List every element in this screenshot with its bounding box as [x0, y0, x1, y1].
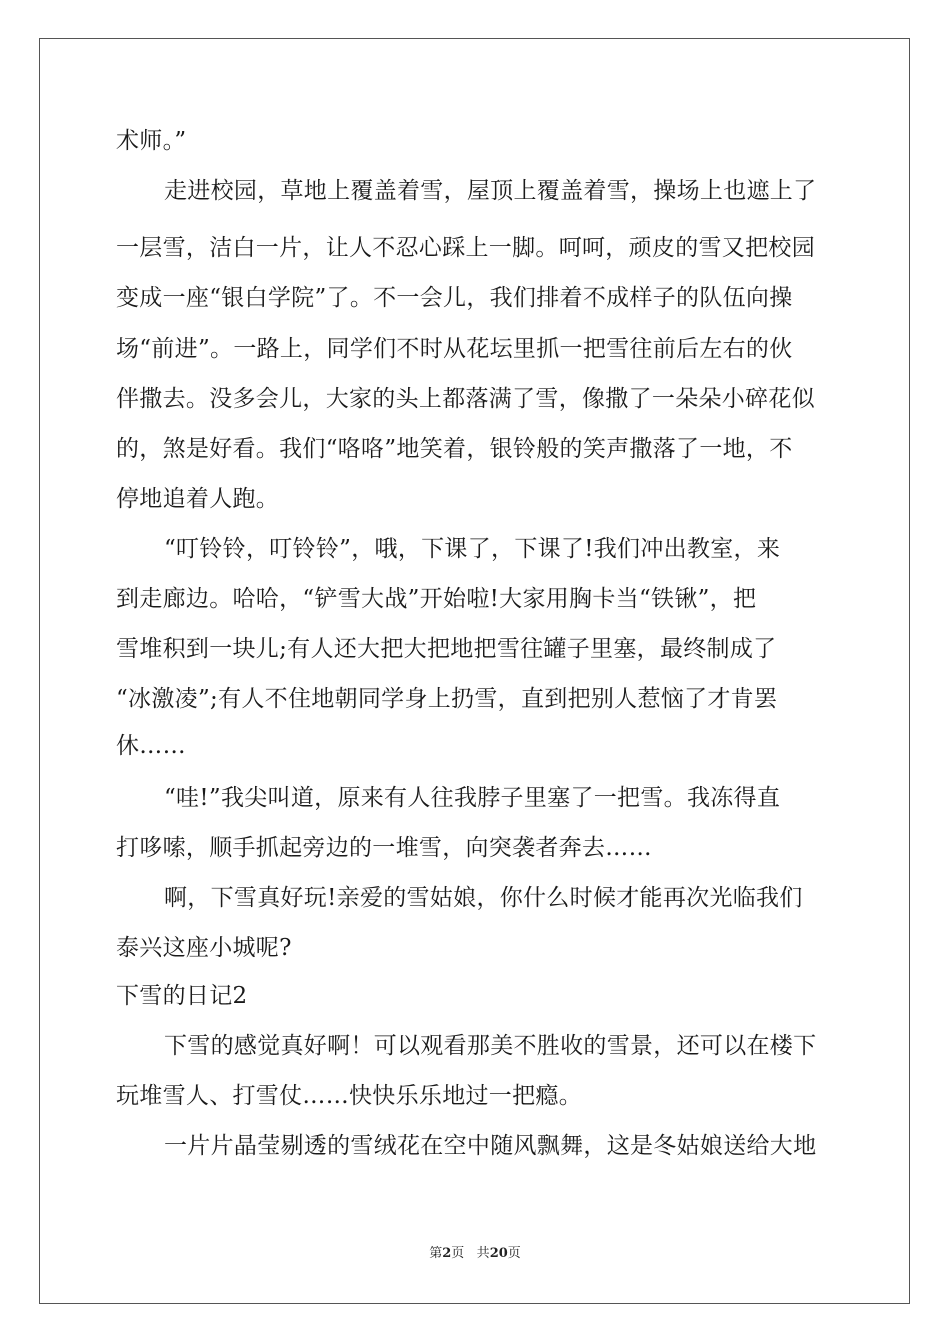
- text-line: 休……: [116, 733, 186, 759]
- footer-total-suffix: 页: [507, 1246, 521, 1261]
- text-line: 下雪的感觉真好啊！可以观看那美不胜收的雪景，还可以在楼下: [164, 1033, 817, 1059]
- text-line: 一层雪，洁白一片，让人不忍心踩上一脚。呵呵，顽皮的雪又把校园: [116, 235, 815, 261]
- text-line: 泰兴这座小城呢?: [116, 935, 292, 961]
- text-line: 停地追着人跑。: [116, 486, 280, 512]
- text-line: 的，煞是好看。我们“咯咯”地笑着，银铃般的笑声撒落了一地，不: [116, 436, 793, 462]
- text-line: 啊，下雪真好玩!亲爱的雪姑娘，你什么时候才能再次光临我们: [164, 885, 803, 911]
- text-line: 雪堆积到一块儿;有人还大把大把地把雪往罐子里塞，最终制成了: [116, 636, 777, 662]
- text-line: 到走廊边。哈哈，“铲雪大战”开始啦!大家用胸卡当“铁锹”，把: [116, 586, 757, 612]
- footer-total-prefix: 共: [476, 1246, 490, 1261]
- text-line: 术师。”: [116, 128, 187, 154]
- page-footer: [0, 1245, 950, 1263]
- footer-prefix: 第: [429, 1246, 443, 1261]
- footer-page-suffix: 页: [451, 1246, 465, 1261]
- total-pages: 20: [489, 1246, 508, 1261]
- text-line: 玩堆雪人、打雪仗……快快乐乐地过一把瘾。: [116, 1083, 582, 1109]
- text-line: 一片片晶莹剔透的雪绒花在空中随风飘舞，这是冬姑娘送给大地: [164, 1133, 817, 1159]
- page-number: 2: [442, 1246, 452, 1261]
- text-line: 变成一座“银白学院”了。不一会儿，我们排着不成样子的队伍向操: [116, 285, 793, 311]
- text-line: 伴撒去。没多会儿，大家的头上都落满了雪，像撒了一朵朵小碎花似: [116, 386, 815, 412]
- text-line: 打哆嗦，顺手抓起旁边的一堆雪，向突袭者奔去……: [116, 835, 652, 861]
- text-line: “冰激凌”;有人不住地朝同学身上扔雪，直到把别人惹恼了才肯罢: [116, 686, 778, 712]
- text-line: “叮铃铃，叮铃铃”，哦，下课了，下课了!我们冲出教室，来: [164, 536, 781, 562]
- text-line: 走进校园，草地上覆盖着雪，屋顶上覆盖着雪，操场上也遮上了: [164, 178, 817, 204]
- text-line: “哇!”我尖叫道，原来有人往我脖子里塞了一把雪。我冻得直: [164, 785, 781, 811]
- section-heading: 下雪的日记2: [116, 983, 248, 1009]
- text-line: 场“前进”。一路上，同学们不时从花坛里抓一把雪往前后左右的伙: [116, 336, 793, 362]
